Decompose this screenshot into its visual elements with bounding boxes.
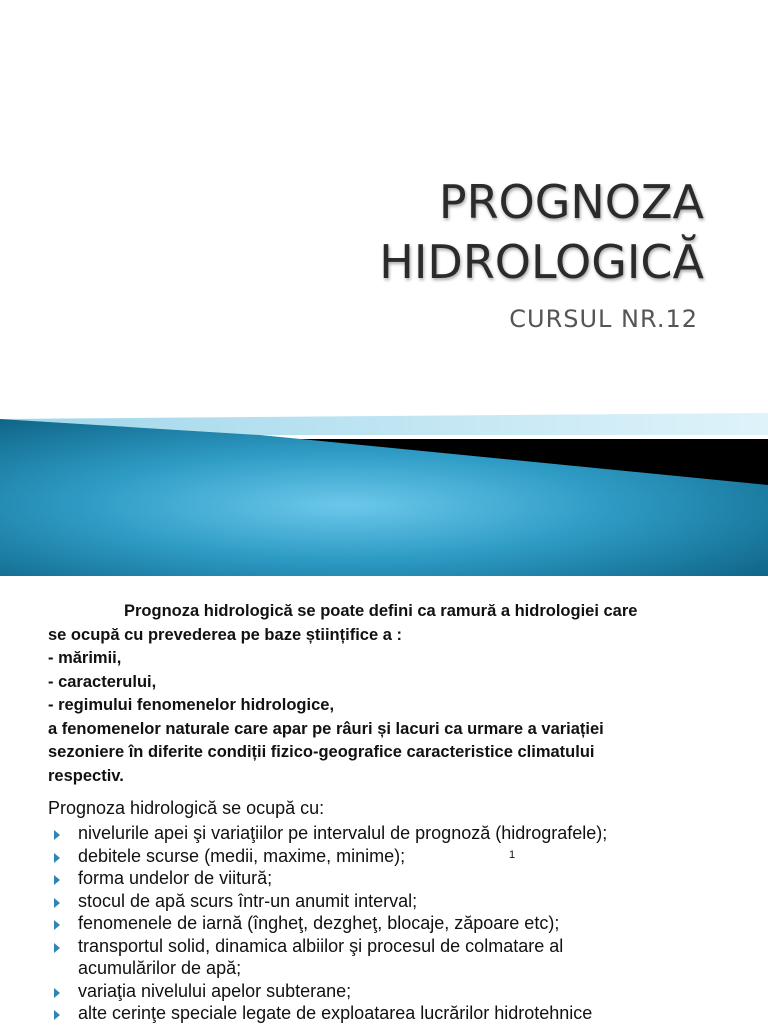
notes-page (0, 590, 768, 1024)
list-item (48, 912, 748, 935)
para-line: sezoniere în diferite condiții fizico-geografice caracteristice climatului (48, 743, 595, 761)
list-item-text: alte cerinţe speciale legate de exploatarea lucrărilor hidrotehnice (78, 1003, 593, 1023)
triangle-bullet-icon (54, 875, 60, 885)
triangle-bullet-icon (54, 1010, 60, 1020)
triangle-bullet-icon (54, 943, 60, 953)
list-item (48, 1002, 748, 1025)
list-item (48, 845, 748, 868)
list-item-text: stocul de apă scurs într-un anumit interval; (78, 890, 418, 911)
slide-subtitle: CURSUL NR.12 (509, 305, 698, 333)
para-line: - caracterului, (48, 672, 157, 691)
triangle-bullet-icon (54, 988, 60, 998)
list-item (48, 822, 748, 845)
list-item-text: variaţia nivelului apelor subterane; (78, 980, 352, 1001)
page-number: 1 (509, 849, 516, 861)
list-heading: Prognoza hidrologică se ocupă cu: (48, 798, 325, 818)
triangle-bullet-icon (54, 898, 60, 908)
para-line: - mărimii, (48, 649, 122, 667)
definition-paragraph (48, 600, 738, 788)
list-item-text: nivelurile apei şi variaţiilor pe intervalul de prognoză (hidrografele); (78, 823, 608, 843)
list-item-text: fenomenele de iarnă (îngheţ, dezgheţ, blocaje, zăpoare etc); (78, 913, 560, 933)
list-item-text: transportul solid, dinamica albiilor şi procesul de colmatare al (78, 935, 564, 956)
list-item (48, 867, 748, 890)
topics-list (48, 822, 748, 1025)
title-line-2: HIDROLOGICĂ (379, 235, 704, 289)
title-line-1: PROGNOZA (438, 175, 704, 229)
para-line: Prognoza hidrologică se poate defini ca ramură a hidrologiei care (124, 602, 638, 620)
para-line: se ocupă cu prevederea pe baze științifice a : (48, 625, 402, 644)
list-item-text: debitele scurse (medii, maxime, minime); (78, 845, 406, 866)
triangle-bullet-icon (54, 830, 60, 840)
list-item (48, 890, 748, 913)
para-line: - regimului fenomenelor hidrologice, (48, 696, 335, 714)
para-line: a fenomenelor naturale care apar pe râuri și lacuri ca urmare a variației (48, 719, 604, 738)
list-item (48, 935, 748, 980)
list-item (48, 980, 748, 1003)
slide-title (379, 172, 704, 292)
triangle-bullet-icon (54, 920, 60, 930)
list-item-text-continued: acumulărilor de apă; (78, 958, 242, 978)
para-line: respectiv. (48, 766, 124, 785)
list-item-text: forma undelor de viitură; (78, 868, 273, 888)
decorative-swoosh-band (0, 405, 768, 576)
triangle-bullet-icon (54, 853, 60, 863)
